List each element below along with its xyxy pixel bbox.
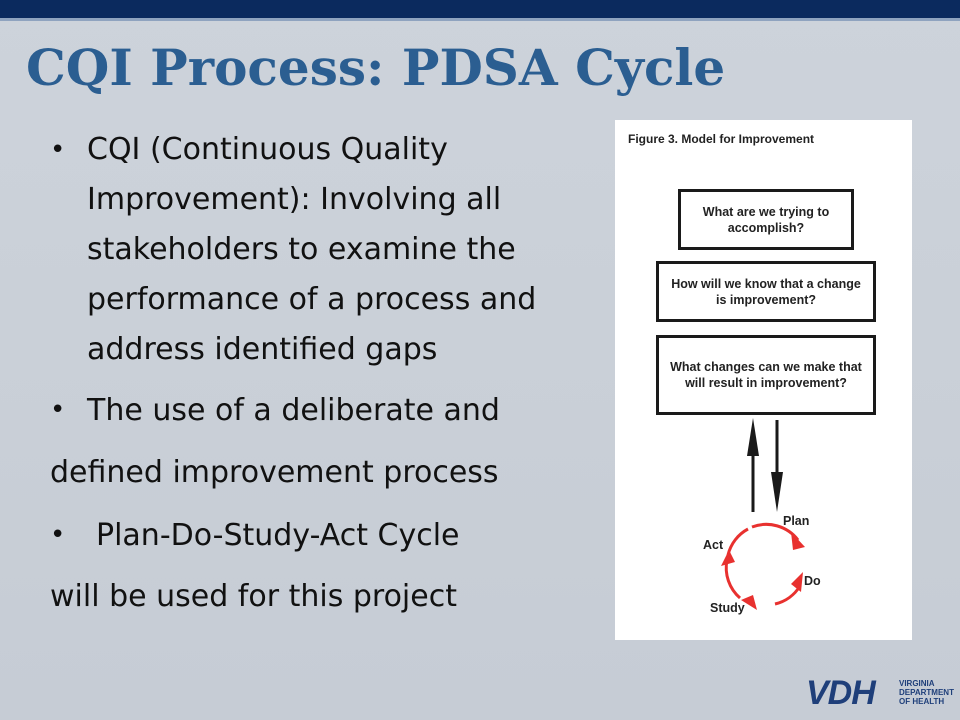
logo-line-health: OF HEALTH <box>899 697 945 706</box>
cycle-label-study: Study <box>710 601 745 615</box>
down-arrow-icon <box>771 420 783 512</box>
cycle-label-act: Act <box>703 538 724 552</box>
figure-title: Figure 3. Model for Improvement <box>628 132 815 146</box>
logo-line-department: DEPARTMENT <box>899 688 954 697</box>
question-box-changes: What changes can we make that will result in improvement? <box>656 335 876 415</box>
cycle-label-do: Do <box>804 574 821 588</box>
cycle-label-plan: Plan <box>783 514 810 528</box>
header-divider <box>0 18 960 21</box>
pdsa-cycle-circle <box>726 524 800 604</box>
bullet-text: Plan-Do-Study-Act Cycle <box>96 518 460 553</box>
header-bar <box>0 0 960 18</box>
cycle-arc-study-act <box>726 560 740 598</box>
bullet-pdsa-cycle <box>50 510 595 561</box>
bullet-text: CQI (Continuous Quality Improvement): Involving all stakeholders to examine the performance of a process and address identified gaps <box>87 132 537 367</box>
bullet-text: The use of a deliberate and <box>87 393 500 428</box>
vdh-logo-mark: VDH <box>806 674 875 712</box>
arrowhead-plan-icon <box>791 532 805 550</box>
vdh-logo <box>806 675 956 711</box>
bullet-deliberate-process <box>50 385 595 436</box>
bullet-icon: • <box>50 520 66 550</box>
bullet-cqi-definition <box>50 125 595 375</box>
question-box-measure: How will we know that a change is improvement? <box>656 261 876 322</box>
cycle-arc-do-study <box>775 586 800 604</box>
question-box-accomplish: What are we trying to accomplish? <box>678 189 854 250</box>
cycle-arc-act-plan <box>728 529 748 555</box>
slide-body <box>50 125 595 622</box>
continuation-line: will be used for this project <box>50 579 457 614</box>
slide-title: CQI Process: PDSA Cycle <box>26 38 726 97</box>
continuation-line: defined improvement process <box>50 455 499 490</box>
bullet-icon: • <box>50 395 66 425</box>
figure-graphics <box>615 120 912 640</box>
model-for-improvement-figure <box>615 120 912 640</box>
up-arrow-icon <box>747 418 759 512</box>
arrowhead-act-icon <box>721 550 735 566</box>
logo-line-virginia: VIRGINIA <box>899 679 935 688</box>
vdh-logo-text <box>899 679 954 706</box>
bullet-icon: • <box>50 135 66 165</box>
